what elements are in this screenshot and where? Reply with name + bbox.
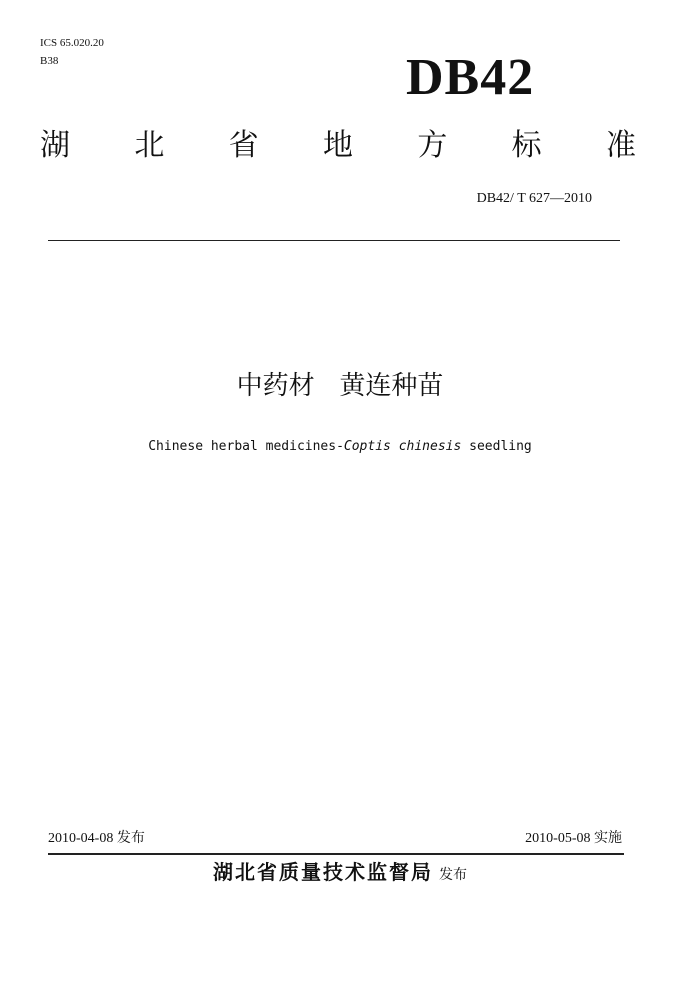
ics-code: ICS 65.020.20 (40, 37, 104, 49)
standard-type-char: 标 (511, 128, 542, 163)
standard-type-char: 方 (417, 128, 448, 163)
standard-type-heading (40, 128, 636, 164)
document-title-english (0, 438, 680, 456)
issuer-line (0, 858, 680, 889)
issuer-name: 湖北省质量技术监督局 (213, 860, 433, 884)
footer-divider (48, 853, 624, 855)
standard-type-char: 准 (605, 128, 636, 163)
issuer-suffix: 发布 (439, 867, 467, 883)
standard-type-char: 湖 (40, 128, 70, 163)
standard-type-char: 北 (134, 128, 165, 163)
title-english-prefix: Chinese herbal medicines- (148, 439, 344, 454)
standard-brand-code: DB42 (406, 49, 535, 106)
standard-type-char: 省 (228, 128, 259, 163)
header-divider (48, 240, 620, 241)
issue-date: 2010-04-08 发布 (48, 831, 145, 846)
standard-number: DB42/ T 627—2010 (476, 191, 592, 206)
title-english-species: Coptis chinesis (343, 439, 462, 454)
standard-type-char: 地 (322, 128, 353, 163)
classification-code: B38 (40, 55, 59, 67)
implementation-date: 2010-05-08 实施 (525, 831, 622, 846)
title-english-suffix: seedling (461, 439, 532, 454)
document-title-chinese: 中药材 黄连种苗 (236, 371, 444, 401)
